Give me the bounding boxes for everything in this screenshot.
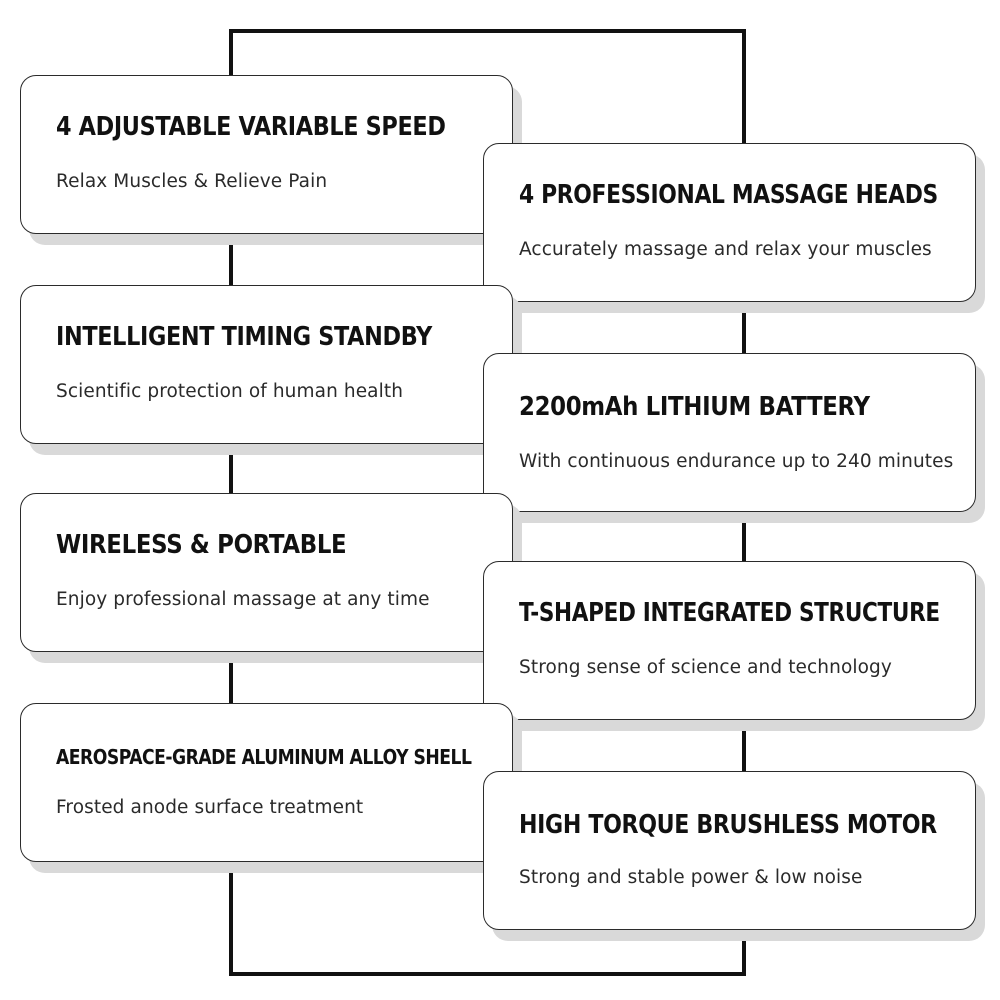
- feature-card-brushless-motor: [483, 771, 976, 930]
- feature-description: Accurately massage and relax your muscles: [519, 239, 932, 260]
- feature-description: Relax Muscles & Relieve Pain: [56, 171, 328, 192]
- feature-title: T-SHAPED INTEGRATED STRUCTURE: [519, 598, 940, 628]
- feature-title: 4 ADJUSTABLE VARIABLE SPEED: [56, 112, 446, 142]
- feature-card-t-shaped-structure: [483, 561, 976, 720]
- feature-title: WIRELESS & PORTABLE: [56, 530, 347, 560]
- feature-description: Frosted anode surface treatment: [56, 797, 364, 818]
- feature-title: INTELLIGENT TIMING STANDBY: [56, 322, 433, 352]
- feature-card-aluminum-shell: [20, 703, 513, 862]
- feature-description: Enjoy professional massage at any time: [56, 589, 430, 610]
- feature-card-massage-heads: [483, 143, 976, 302]
- feature-description: Strong sense of science and technology: [519, 657, 892, 678]
- feature-card-timing-standby: [20, 285, 513, 444]
- feature-card-variable-speed: [20, 75, 513, 234]
- feature-description: With continuous endurance up to 240 minutes: [519, 451, 954, 472]
- feature-title: AEROSPACE-GRADE ALUMINUM ALLOY SHELL: [56, 745, 472, 769]
- feature-card-wireless: [20, 493, 513, 652]
- feature-title: 2200mAh LITHIUM BATTERY: [519, 392, 870, 422]
- feature-title: 4 PROFESSIONAL MASSAGE HEADS: [519, 180, 938, 210]
- feature-card-battery: [483, 353, 976, 512]
- feature-description: Scientific protection of human health: [56, 381, 404, 402]
- feature-description: Strong and stable power & low noise: [519, 867, 863, 888]
- feature-title: HIGH TORQUE BRUSHLESS MOTOR: [519, 810, 937, 840]
